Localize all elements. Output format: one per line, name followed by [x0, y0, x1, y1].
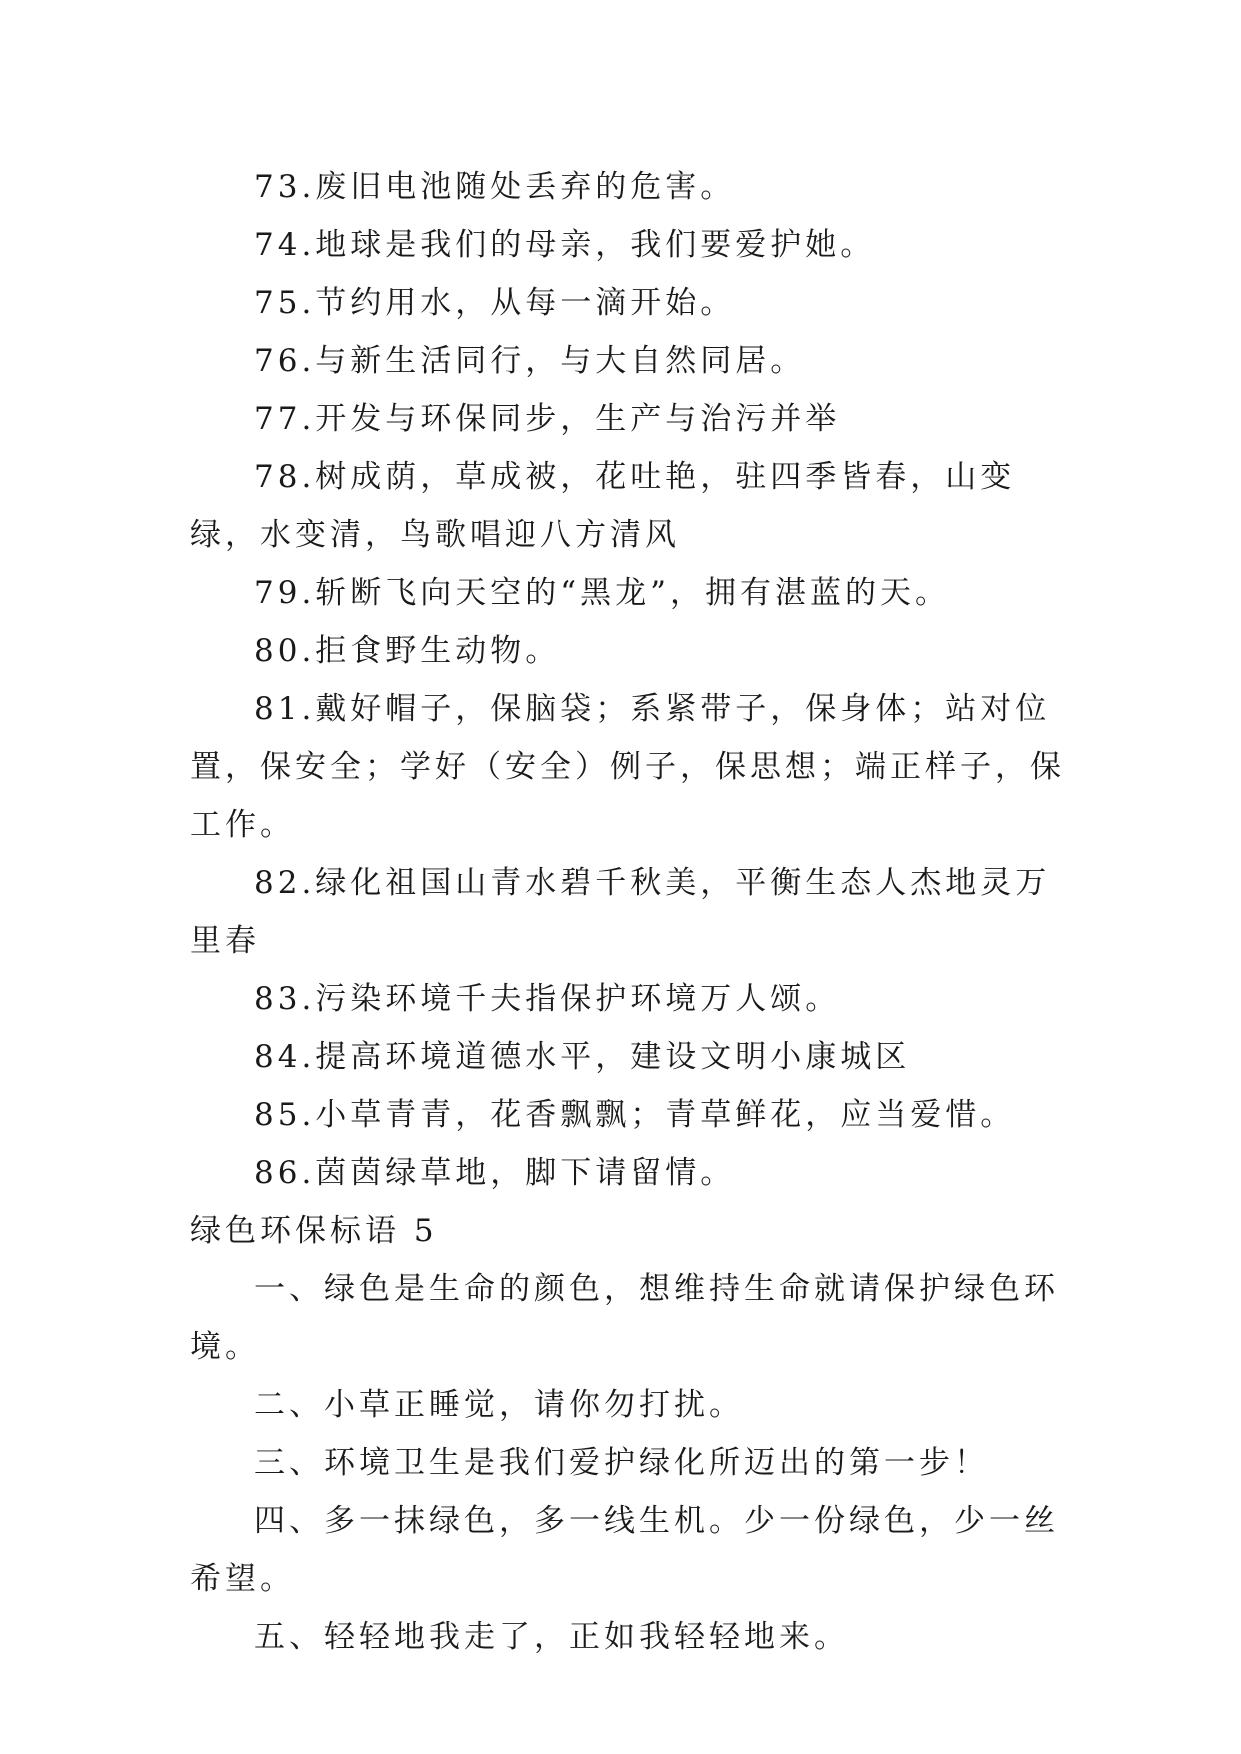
slogan-79: 79.斩断飞向天空的“黑龙”，拥有湛蓝的天。: [254, 575, 950, 611]
slogan-86: 86.茵茵绿草地，脚下请留情。: [254, 1155, 736, 1191]
slogan-item-4: 四、多一抹绿色，多一线生机。少一份绿色，少一丝希望。: [190, 1503, 1059, 1597]
slogan-80: 80.拒食野生动物。: [254, 633, 561, 669]
section-heading: 绿色环保标语 5: [190, 1213, 438, 1249]
slogan-84: 84.提高环境道德水平，建设文明小康城区: [254, 1039, 911, 1075]
slogan-item-2: 二、小草正睡觉，请你勿打扰。: [254, 1387, 744, 1423]
slogan-83: 83.污染环境千夫指保护环境万人颂。: [254, 981, 841, 1017]
slogan-85: 85.小草青青，花香飘飘；青草鲜花，应当爱惜。: [254, 1097, 1016, 1133]
slogan-81: 81.戴好帽子，保脑袋；系紧带子，保身体；站对位置，保安全；学好（安全）例子，保思想；端正样子，保工作。: [190, 691, 1065, 843]
document-page: [190, 158, 1080, 1666]
slogan-item-3: 三、环境卫生是我们爱护绿化所迈出的第一步！: [254, 1445, 989, 1481]
slogan-76: 76.与新生活同行，与大自然同居。: [254, 343, 806, 379]
slogan-74: 74.地球是我们的母亲，我们要爱护她。: [254, 227, 876, 263]
slogan-75: 75.节约用水，从每一滴开始。: [254, 285, 736, 321]
slogan-item-5: 五、轻轻地我走了，正如我轻轻地来。: [254, 1619, 849, 1655]
slogan-item-1: 一、绿色是生命的颜色，想维持生命就请保护绿色环境。: [190, 1271, 1059, 1365]
slogan-77: 77.开发与环保同步，生产与治污并举: [254, 401, 841, 437]
slogan-73: 73.废旧电池随处丢弃的危害。: [254, 169, 736, 205]
slogan-78: 78.树成荫，草成被，花吐艳，驻四季皆春，山变绿，水变清，鸟歌唱迎八方清风: [190, 459, 1016, 553]
slogan-82: 82.绿化祖国山青水碧千秋美，平衡生态人杰地灵万里春: [190, 865, 1051, 959]
